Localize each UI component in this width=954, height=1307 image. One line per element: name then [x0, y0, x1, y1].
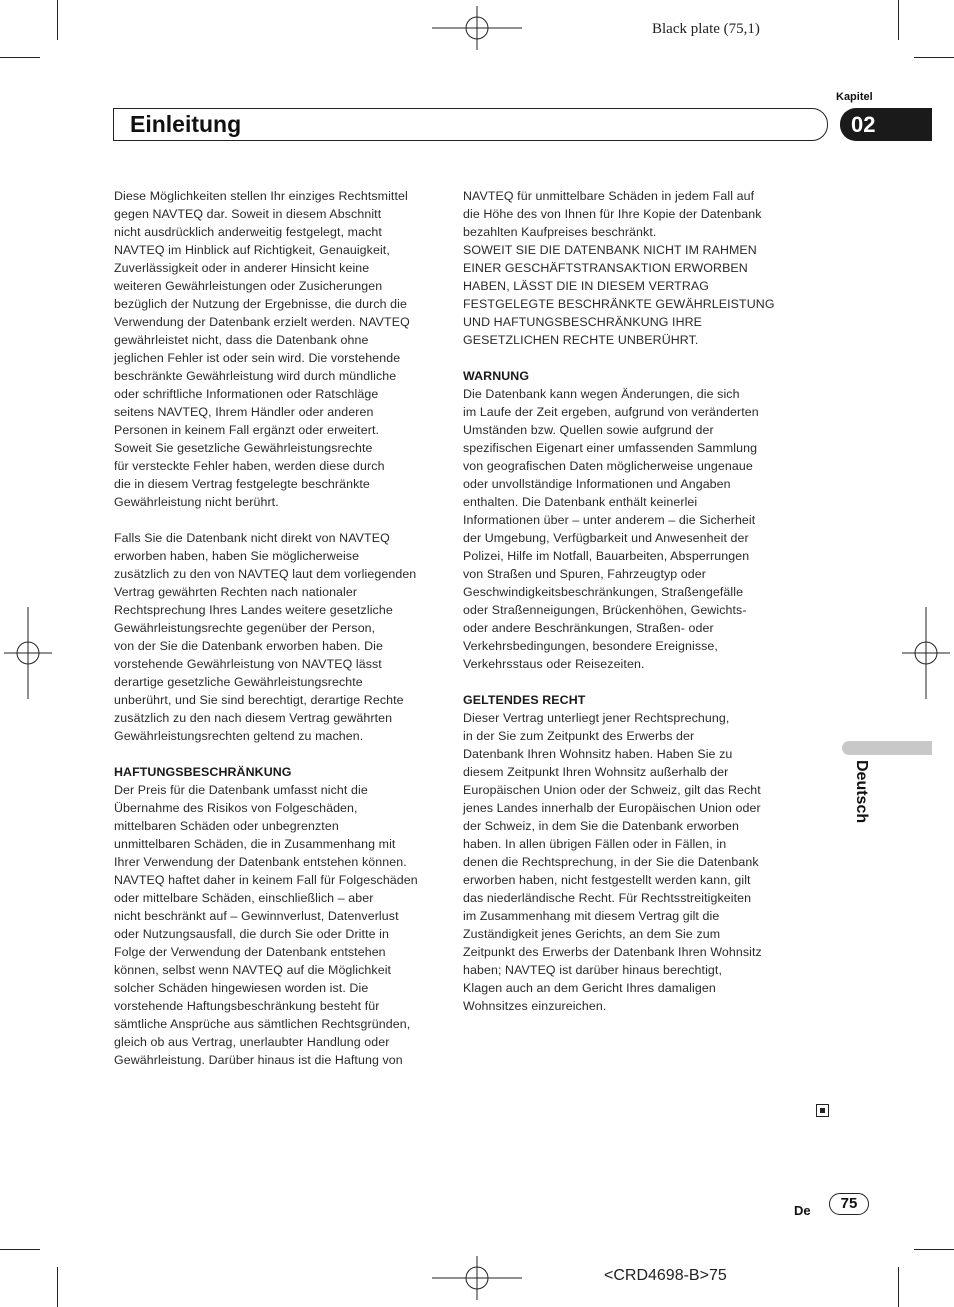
right-paragraph-4: Dieser Vertrag unterliegt jener Rechtsprechung, in der Sie zum Zeitpunkt des Erwerbs der Datenbank Ihren Wohnsitz haben. Haben Sie zu diesem Zeitpunkt Ihren Wohnsitz außerhalb der Europäischen Union oder der Schweiz, gilt das Recht jenes Landes innerhalb der Europäischen Union oder der Schweiz, in dem Sie die Datenbank erworben haben. In allen übrigen Fällen oder in Fällen, in denen die Rechtsprechung, in der Sie die Datenbank erworben haben, nicht festgestellt werden kann, gilt das niederländische Recht. Für Rechtsstreitigkeiten im Zusammenhang mit diesem Vertrag gilt die Zuständigkeit jenes Gerichts, an dem Sie zum Zeitpunkt des Erwerbs der Datenbank Ihren Wohnsitz haben; NAVTEQ ist darüber hinaus berechtigt, Klagen auch an dem Gericht Ihres damaligen Wohnsitzes einzureichen. — [463, 711, 762, 1013]
registration-mark-right-icon — [902, 607, 950, 699]
registration-mark-top-icon — [430, 6, 524, 50]
right-paragraph-3: Die Datenbank kann wegen Änderungen, die sich im Laufe der Zeit ergeben, aufgrund von veränderten Umständen bzw. Quellen sowie aufgrund der spezifischen Eigenart einer umfassenden Sammlung von geografischen Daten möglicherweise ungenaue oder unvollständige Informationen und Angaben enthalten. Die Datenbank enthält keinerlei Informationen über – unter anderem – die Sicherheit der Umgebung, Verfügbarkeit und Anwesenheit der Polizei, Hilfe im Notfall, Bauarbeiten, Absperrungen von Straßen und Spuren, Fahrzeugtyp oder Geschwindigkeitsbeschränkungen, Straßengefälle oder Straßenneigungen, Brückenhöhen, Gewichts- oder andere Beschränkungen, Straßen- oder Verkehrsbedingungen, besondere Ereignisse, Verkehrsstaus oder Reisezeiten. — [463, 387, 759, 671]
registration-mark-left-icon — [4, 607, 52, 699]
end-of-section-icon — [816, 1104, 829, 1117]
registration-mark-bottom-icon — [430, 1256, 524, 1300]
section-heading-haftung: HAFTUNGSBESCHRÄNKUNG — [114, 765, 292, 779]
left-paragraph-2: Falls Sie die Datenbank nicht direkt von NAVTEQ erworben haben, haben Sie möglicherweise zusätzlich zu den von NAVTEQ laut dem vorliegenden Vertrag gewährten Rechten nach nationaler Rechtsprechung Ihres Landes weitere gesetzliche Gewährleistungsrechte gegenüber der Person, von der Sie die Datenbank erworben haben. Die vorstehende Gewährleistung von NAVTEQ lässt derartige gesetzliche Gewährleistungsrechte unberührt, und Sie sind berechtigt, derartige Rechte zusätzlich zu den nach diesem Vertrag gewährten Gewährleistungsrechten geltend zu machen. — [114, 531, 417, 743]
left-paragraph-1: Diese Möglichkeiten stellen Ihr einziges Rechtsmittel gegen NAVTEQ dar. Soweit in diesem Abschnitt nicht ausdrücklich anderweitig festgelegt, macht NAVTEQ im Hinblick auf Richtigkeit, Genauigkeit, Zuverlässigkeit oder in anderer Hinsicht keine weiteren Gewährleistungen oder Zusicherungen bezüglich der Nutzung der Ergebnisse, die durch die Verwendung der Datenbank erzielt werden. NAVTEQ gewährleistet nicht, dass die Datenbank ohne jeglichen Fehler ist oder sein wird. Die vorstehende beschränkte Gewährleistung wird durch mündliche oder schriftliche Informationen oder Ratschläge seitens NAVTEQ, Ihrem Händler oder anderen Personen in keinem Fall ergänzt oder erweitert. Soweit Sie gesetzliche Gewährleistungsrechte für versteckte Fehler haben, werden diese durch die in diesem Vertrag festgelegte beschränkte Gewährleistung nicht berührt. — [114, 189, 410, 509]
chapter-title: Einleitung — [130, 111, 242, 137]
kapitel-label: Kapitel — [836, 91, 873, 103]
footer-document-code: <CRD4698-B>75 — [604, 1267, 727, 1284]
right-paragraph-1: NAVTEQ für unmittelbare Schäden in jedem Fall auf die Höhe des von Ihnen für Ihre Kopie der Datenbank bezahlten Kaufpreises beschränkt. — [463, 189, 762, 239]
page-number: 75 — [829, 1193, 869, 1215]
language-tab — [842, 741, 932, 755]
footer-language-code: De — [794, 1203, 811, 1218]
section-heading-geltendes-recht: GELTENDES RECHT — [463, 693, 586, 707]
left-paragraph-3: Der Preis für die Datenbank umfasst nicht die Übernahme des Risikos von Folgeschäden, mittelbaren Schäden oder unbegrenzten unmittelbaren Schäden, die in Zusammenhang mit Ihrer Verwendung der Datenbank entstehen können. NAVTEQ haftet daher in keinem Fall für Folgeschäden oder mittelbare Schäden, einschließlich – aber nicht beschränkt auf – Gewinnverlust, Datenverlust oder Nutzungsausfall, die durch Sie oder Dritte in Folge der Verwendung der Datenbank entstehen können, selbst wenn NAVTEQ auf die Möglichkeit solcher Schäden hingewiesen worden ist. Die vorstehende Haftungsbeschränkung besteht für sämtliche Ansprüche aus sämtlichen Rechtsgründen, gleich ob aus Vertrag, unerlaubter Handlung oder Gewährleistung. Darüber hinaus ist die Haftung von — [114, 783, 418, 1067]
right-paragraph-2: SOWEIT SIE DIE DATENBANK NICHT IM RAHMEN EINER GESCHÄFTSTRANSAKTION ERWORBEN HABEN, LÄSST DIE IN DIESEM VERTRAG FESTGELEGTE BESCHRÄNKTE GEWÄHRLEISTUNG UND HAFTUNGSBESCHRÄNKUNG IHRE GESETZLICHEN RECHTE UNBERÜHRT. — [463, 243, 775, 347]
language-tab-label: Deutsch — [853, 760, 870, 824]
section-heading-warnung: WARNUNG — [463, 369, 530, 383]
left-column — [114, 187, 454, 1069]
plate-label: Black plate (75,1) — [652, 21, 760, 37]
chapter-number: 02 — [851, 112, 876, 137]
right-column — [463, 187, 803, 1015]
